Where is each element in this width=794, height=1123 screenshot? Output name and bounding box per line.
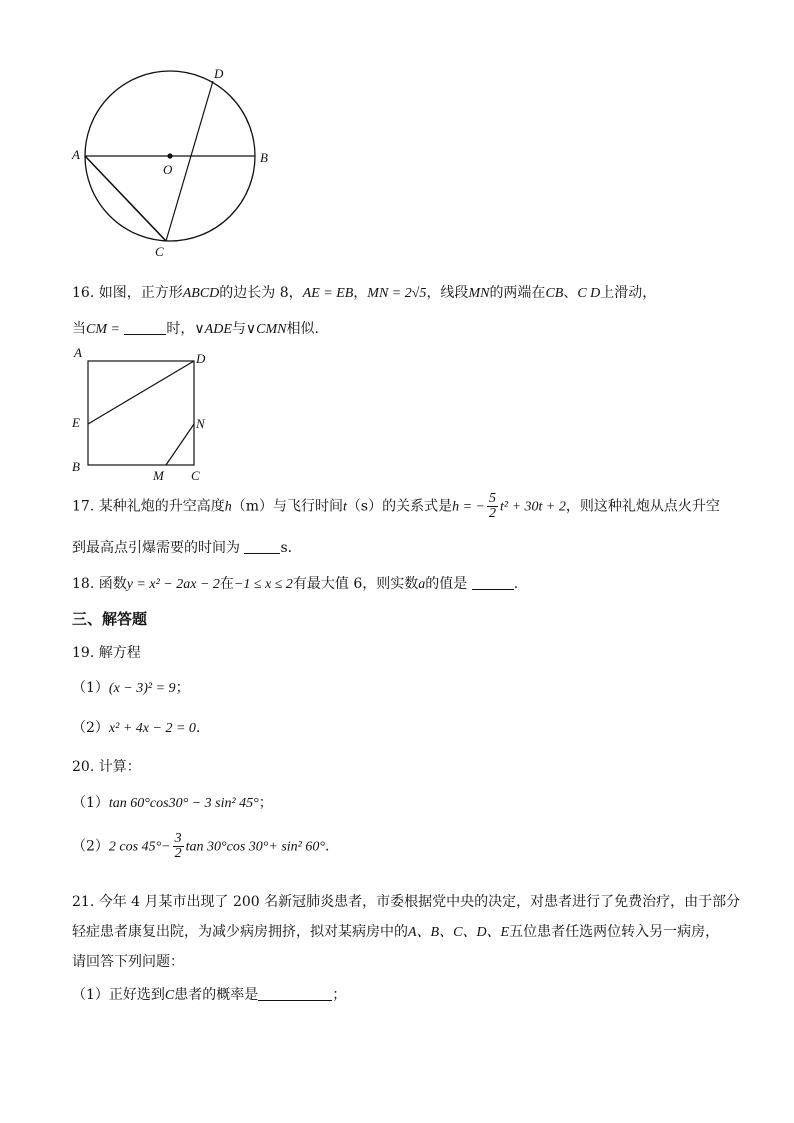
label-e: E	[72, 415, 80, 430]
q20-part2: （2）2 cos 45°− $\frac{3}{2}$ tan 30°cos 30°+ sin² 60°.	[72, 831, 330, 861]
circle-figure	[60, 60, 290, 265]
q21-line1: 21. 今年 4 月某市出现了 200 名新冠肺炎患者，市委根据党中央的决定，对患者进行了免费治疗，由于部分	[72, 894, 741, 910]
q20-fraction: $\frac{3}{2}$	[174, 831, 182, 861]
q16-answer-blank[interactable]	[124, 320, 166, 335]
label-d2: D	[196, 351, 206, 366]
label-b: B	[260, 150, 268, 165]
q19-part2: （2）x² + 4x − 2 = 0.	[72, 720, 201, 736]
label-m: M	[153, 468, 164, 483]
q21-part1: （1）正好选到C患者的概率是 ；	[72, 987, 347, 1003]
section-title: 三、解答题	[72, 610, 148, 628]
q21-answer-blank[interactable]	[258, 986, 332, 1001]
chord-cd	[166, 81, 213, 241]
label-n: N	[196, 416, 205, 431]
q20-title: 20. 计算：	[72, 759, 141, 775]
q17-line1: 17. 某种礼炮的升空高度h（m）与飞行时间t（s）的关系式是h = − $\frac{5}{2}$ t² + 30t + 2，则这种礼炮从点火升空	[72, 491, 720, 521]
label-d: D	[214, 66, 224, 81]
q17-line2: 到最高点引爆需要的时间为 s.	[72, 540, 293, 556]
q16-line2: 当CM = 时，∨ADE与∨CMN相似.	[72, 321, 319, 337]
label-a: A	[72, 147, 80, 162]
label-b2: B	[72, 459, 80, 474]
q17-number: 17.	[72, 498, 95, 515]
q17-answer-blank[interactable]	[244, 539, 280, 554]
segment-ed	[88, 361, 194, 424]
q18-answer-blank[interactable]	[472, 575, 514, 590]
label-a2: A	[74, 345, 82, 360]
q21-line3: 请回答下列问题：	[72, 954, 184, 970]
square-abcd	[88, 361, 194, 465]
q21-line2: 轻症患者康复出院，为减少病房拥挤，拟对某病房中的A、B、C、D、E五位患者任选两位转入另一病房，	[72, 924, 720, 940]
q18-number: 18.	[72, 576, 95, 592]
q18-line: 18. 函数y = x² − 2ax − 2在−1 ≤ x ≤ 2有最大值 6，则实数a的值是 .	[72, 576, 519, 592]
q19-title: 19. 解方程	[72, 645, 141, 661]
q16-number: 16.	[72, 285, 95, 301]
label-c2: C	[191, 468, 200, 483]
segment-mn	[166, 424, 194, 465]
label-c: C	[155, 244, 164, 259]
label-o: O	[163, 162, 173, 177]
square-figure	[66, 344, 216, 484]
q16-line1: 16. 如图，正方形ABCD的边长为 8，AE = EB，MN = 2√5，线段MN的两端在CB、C D上滑动，	[72, 285, 657, 301]
center-dot	[167, 153, 172, 158]
q19-part1: （1）(x − 3)² = 9；	[72, 680, 190, 696]
q20-part1: （1）tan 60°cos30° − 3 sin² 45°；	[72, 795, 273, 811]
q17-fraction: $\frac{5}{2}$	[488, 491, 496, 521]
